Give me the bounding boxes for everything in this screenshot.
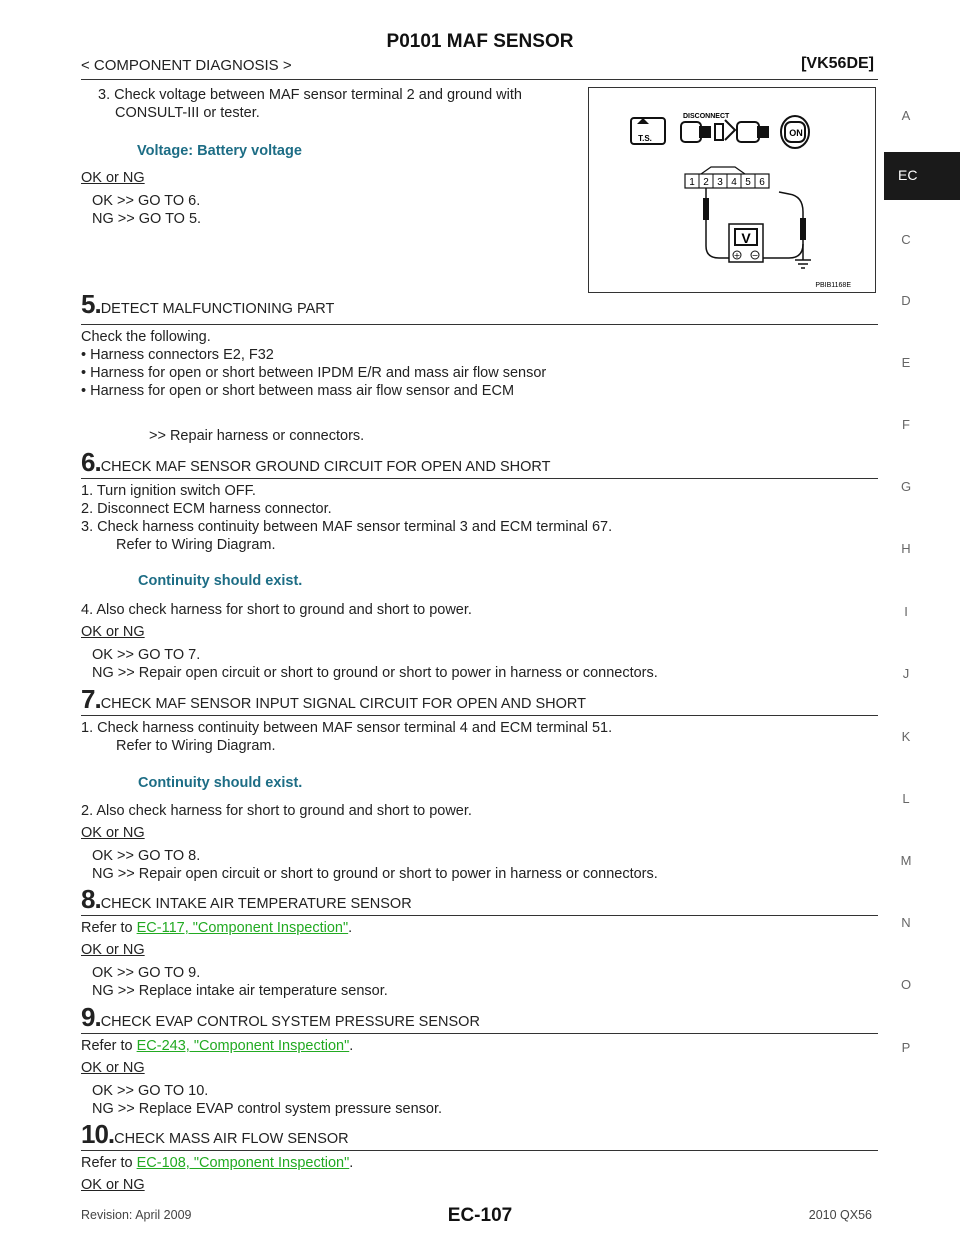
step4-line3: 3. Check voltage between MAF sensor terminal 2 and ground with [98, 87, 522, 103]
step10-okng: OK or NG [81, 1177, 145, 1193]
step6-spec: Continuity should exist. [138, 573, 303, 589]
step5-result: >> Repair harness or connectors. [149, 428, 365, 444]
step9-ok: OK >> GO TO 10. [92, 1083, 209, 1099]
step4-line3b: CONSULT-III or tester. [115, 105, 260, 121]
step5-bullet-2: • Harness for open or short between IPDM E/R and mass air flow sensor [81, 365, 547, 381]
step4-ng: NG >> GO TO 5. [92, 211, 202, 227]
voltmeter-icon [729, 224, 763, 262]
step7-okng: OK or NG [81, 825, 145, 841]
index-letter-k[interactable]: K [901, 729, 911, 744]
figure-code: PBIB1168E [815, 282, 851, 289]
section-label: < COMPONENT DIAGNOSIS > [81, 57, 292, 74]
index-letter-p[interactable]: P [901, 1040, 911, 1055]
step7-line1b: Refer to Wiring Diagram. [116, 738, 276, 754]
step8-okng: OK or NG [81, 942, 145, 958]
index-letter-i[interactable]: I [904, 604, 908, 619]
step8-ok: OK >> GO TO 9. [92, 965, 201, 981]
step4-spec: Voltage: Battery voltage [137, 143, 302, 159]
step6-line3b: Refer to Wiring Diagram. [116, 537, 276, 553]
engine-code: [VK56DE] [801, 55, 874, 72]
step6-heading: 6.CHECK MAF SENSOR GROUND CIRCUIT FOR OPEN AND SHORT [81, 447, 551, 477]
step8-link[interactable]: EC-117, "Component Inspection" [136, 920, 349, 936]
step8-ng: NG >> Replace intake air temperature sensor. [92, 983, 388, 999]
index-letter-h[interactable]: H [901, 541, 911, 556]
step9-okng: OK or NG [81, 1060, 145, 1076]
step7-heading: 7.CHECK MAF SENSOR INPUT SIGNAL CIRCUIT FOR OPEN AND SHORT [81, 684, 586, 714]
svg-text:2: 2 [703, 177, 709, 188]
step5-heading: 5.DETECT MALFUNCTIONING PART [81, 289, 335, 319]
svg-text:T.S.: T.S. [638, 134, 652, 143]
step8-heading: 8.CHECK INTAKE AIR TEMPERATURE SENSOR [81, 884, 412, 914]
step10-rule [81, 1150, 878, 1151]
svg-text:4: 4 [731, 177, 737, 188]
step6-ng: NG >> Repair open circuit or short to ground or short to power in harness or connectors. [92, 665, 658, 681]
step9-link[interactable]: EC-243, "Component Inspection" [136, 1038, 350, 1054]
step6-ok: OK >> GO TO 7. [92, 647, 201, 663]
step7-rule [81, 715, 878, 716]
wiring-diagram [589, 88, 875, 292]
index-tab-label: EC [898, 167, 918, 183]
footer-model: 2010 QX56 [808, 1208, 872, 1222]
step9-rule [81, 1033, 878, 1034]
index-letter-f[interactable]: F [902, 417, 910, 432]
step7-line1: 1. Check harness continuity between MAF sensor terminal 4 and ECM terminal 51. [81, 720, 613, 736]
index-letter-o[interactable]: O [900, 977, 912, 992]
step6-okng: OK or NG [81, 624, 145, 640]
svg-text:1: 1 [689, 177, 695, 188]
voltage-check-figure [588, 87, 876, 293]
svg-text:+: + [733, 251, 741, 260]
step10-heading: 10.CHECK MASS AIR FLOW SENSOR [81, 1119, 349, 1149]
step6-line2: 2. Disconnect ECM harness connector. [81, 501, 332, 517]
index-letter-c[interactable]: C [901, 232, 911, 247]
step7-line2: 2. Also check harness for short to ground and short to power. [81, 803, 472, 819]
connector-icon [681, 120, 769, 142]
svg-text:3: 3 [717, 177, 723, 188]
step9-refer: Refer to EC-243, "Component Inspection". [81, 1038, 354, 1054]
page-title: P0101 MAF SENSOR [386, 31, 574, 52]
connector-pins [685, 174, 769, 188]
probe-right-icon [800, 218, 806, 240]
index-letter-g[interactable]: G [900, 479, 912, 494]
svg-text:5: 5 [745, 177, 751, 188]
step4-ok: OK >> GO TO 6. [92, 193, 201, 209]
disconnect-label: DISCONNECT [683, 113, 730, 120]
svg-text:−: − [751, 251, 759, 260]
index-letter-j[interactable]: J [902, 666, 910, 681]
step7-spec: Continuity should exist. [138, 775, 303, 791]
step4-okng: OK or NG [81, 170, 145, 186]
header-divider [81, 79, 878, 80]
step9-ng: NG >> Replace EVAP control system pressure sensor. [92, 1101, 443, 1117]
index-letter-d[interactable]: D [901, 293, 911, 308]
index-letter-m[interactable]: M [900, 853, 912, 868]
ignition-on-icon [781, 116, 809, 148]
footer-page-number: EC-107 [447, 1205, 513, 1226]
step6-line4: 4. Also check harness for short to ground and short to power. [81, 602, 472, 618]
index-tab-ec[interactable] [884, 152, 960, 200]
step5-bullet-1: • Harness connectors E2, F32 [81, 347, 274, 363]
ts-icon [631, 118, 665, 144]
index-letter-n[interactable]: N [901, 915, 911, 930]
index-letter-l[interactable]: L [902, 791, 910, 806]
step8-rule [81, 915, 878, 916]
step10-link[interactable]: EC-108, "Component Inspection" [136, 1155, 350, 1171]
step6-rule [81, 478, 878, 479]
step5-rule [81, 324, 878, 325]
index-letter-e[interactable]: E [901, 355, 911, 370]
step8-refer: Refer to EC-117, "Component Inspection". [81, 920, 353, 936]
svg-text:6: 6 [759, 177, 765, 188]
step10-refer: Refer to EC-108, "Component Inspection". [81, 1155, 354, 1171]
svg-text:ON: ON [789, 128, 803, 138]
svg-text:V: V [741, 230, 751, 246]
step7-ng: NG >> Repair open circuit or short to ground or short to power in harness or connectors. [92, 866, 658, 882]
probe-left-icon [703, 198, 709, 220]
step7-ok: OK >> GO TO 8. [92, 848, 201, 864]
step9-heading: 9.CHECK EVAP CONTROL SYSTEM PRESSURE SENSOR [81, 1002, 480, 1032]
step5-bullet-3: • Harness for open or short between mass air flow sensor and ECM [81, 383, 515, 399]
footer-revision: Revision: April 2009 [81, 1208, 192, 1222]
step5-intro: Check the following. [81, 329, 211, 345]
index-letter-a[interactable]: A [901, 108, 911, 123]
step6-line3: 3. Check harness continuity between MAF sensor terminal 3 and ECM terminal 67. [81, 519, 613, 535]
step6-line1: 1. Turn ignition switch OFF. [81, 483, 256, 499]
